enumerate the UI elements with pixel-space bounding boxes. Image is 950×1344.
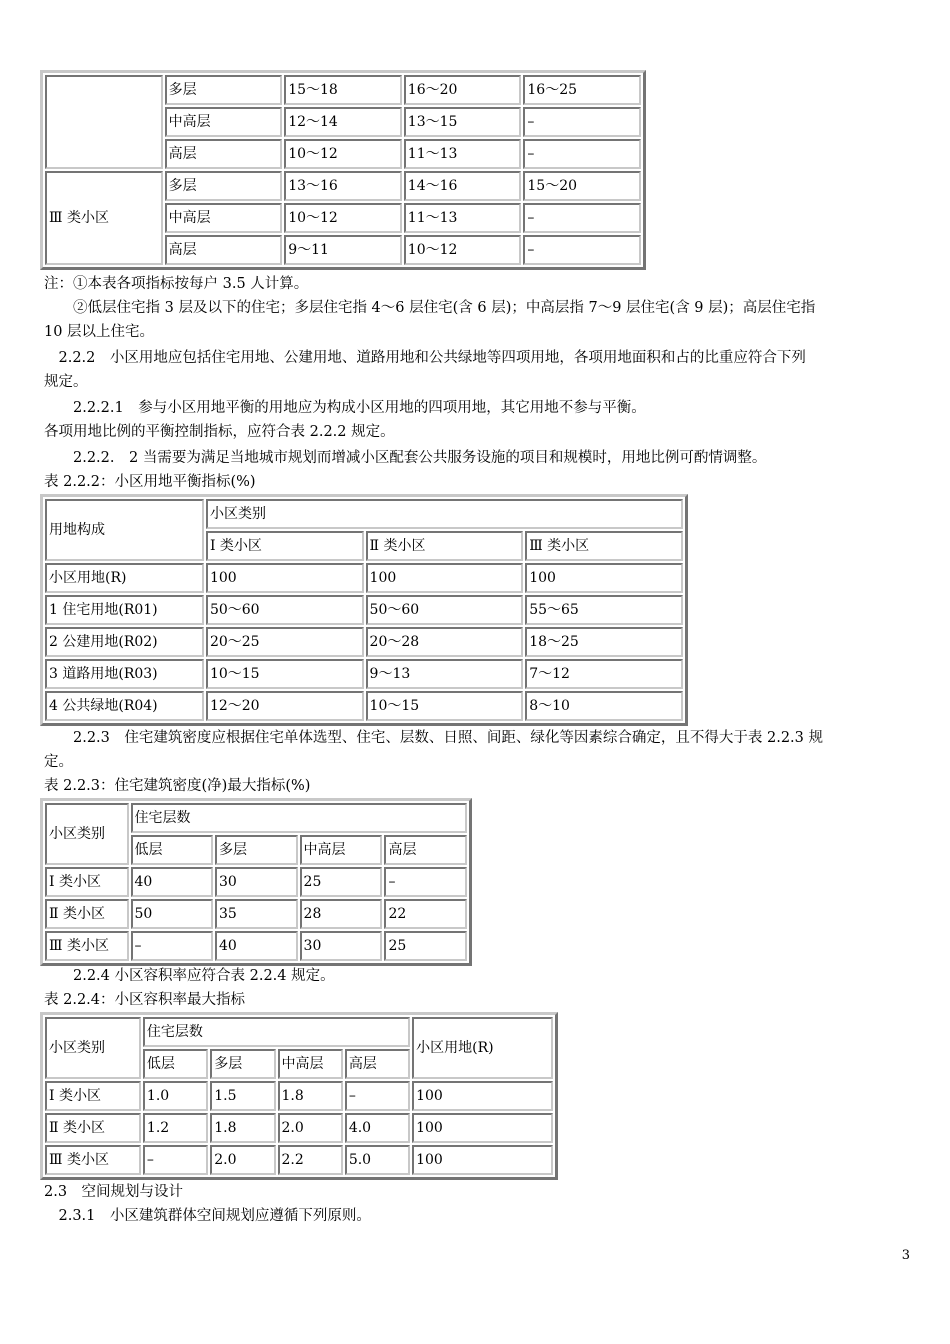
table-row <box>45 899 467 929</box>
table-header-cell: 小区类别 <box>45 1017 141 1079</box>
table-cell: 100 <box>412 1113 553 1143</box>
table-cell: 40 <box>215 931 298 961</box>
table-cell: 小区用地(R) <box>45 563 204 593</box>
table-cell <box>45 75 163 169</box>
table-cell: 30 <box>300 931 383 961</box>
table-cell: 7～12 <box>525 659 683 689</box>
table-header-cell: 中高层 <box>278 1049 343 1079</box>
table-header-cell: 小区类别 <box>206 499 683 529</box>
para-2-2-2-line-1: 2.2.2 小区用地应包括住宅用地、公建用地、道路用地和公共绿地等四项用地，各项用地面积和占的比重应符合下列 <box>44 350 806 366</box>
caption-table-2-2-4: 表 2.2.4：小区容积率最大指标 <box>44 992 246 1008</box>
para-2-2-3-line-2: 定。 <box>44 754 73 770</box>
table-row <box>45 171 641 201</box>
table-cell: – <box>523 139 641 169</box>
table-header-row <box>45 1017 553 1047</box>
table-cell: – <box>523 107 641 137</box>
para-2-2-2-1-cont: 各项用地比例的平衡控制指标，应符合表 2.2.2 规定。 <box>44 424 395 440</box>
table-cell: 35 <box>215 899 298 929</box>
table-cell: 100 <box>412 1145 553 1175</box>
table-row <box>45 1145 553 1175</box>
table-cell: 100 <box>525 563 683 593</box>
table-cell: 2.2 <box>278 1145 343 1175</box>
table-cell: 多层 <box>165 171 283 201</box>
table-cell: Ⅲ 类小区 <box>45 931 129 961</box>
table-cell: 50 <box>131 899 214 929</box>
table-row <box>45 1113 553 1143</box>
table-cell: 12～20 <box>206 691 364 721</box>
table-cell: 55～65 <box>525 595 683 625</box>
table-row <box>45 931 467 961</box>
table-cell: 中高层 <box>165 203 283 233</box>
caption-table-2-2-2: 表 2.2.2：小区用地平衡指标(%) <box>44 474 256 490</box>
table-cell: Ⅱ 类小区 <box>45 1113 141 1143</box>
table-cell: 多层 <box>165 75 283 105</box>
table-cell: Ⅱ 类小区 <box>45 899 129 929</box>
table-header-cell: Ⅲ 类小区 <box>525 531 683 561</box>
table-cell: 4 公共绿地(R04) <box>45 691 204 721</box>
para-2-2-2-2: 2.2.2. 2 当需要为满足当地城市规划而增减小区配套公共服务设施的项目和规模时，用地比例可酌情调整。 <box>44 450 767 466</box>
table-cell: 10～15 <box>206 659 364 689</box>
table-header-cell: 低层 <box>143 1049 208 1079</box>
table-cell: 11～13 <box>404 203 522 233</box>
table-header-cell: Ⅰ 类小区 <box>206 531 364 561</box>
table-cell: 15～20 <box>523 171 641 201</box>
table-cell: Ⅲ 类小区 <box>45 1145 141 1175</box>
table-cell: 40 <box>131 867 214 897</box>
table-cell: 12～14 <box>284 107 402 137</box>
para-2-3-1: 2.3.1 小区建筑群体空间规划应遵循下列原则。 <box>44 1208 371 1224</box>
table-cell: – <box>523 203 641 233</box>
table-cell: – <box>143 1145 208 1175</box>
table-cell: 1.0 <box>143 1081 208 1111</box>
table-cell: 13～16 <box>284 171 402 201</box>
table-cell: 20～28 <box>366 627 524 657</box>
table-2-2-4 <box>40 1012 558 1180</box>
table-cell: 25 <box>300 867 383 897</box>
table-cell: 10～12 <box>404 235 522 265</box>
table-header-cell: 多层 <box>210 1049 275 1079</box>
table-2-2-3 <box>40 798 472 966</box>
table-cell: – <box>345 1081 410 1111</box>
table-cell: Ⅰ 类小区 <box>45 1081 141 1111</box>
table-cell: 3 道路用地(R03) <box>45 659 204 689</box>
table-cell: 1.2 <box>143 1113 208 1143</box>
table-cell: 高层 <box>165 235 283 265</box>
page-number: 3 <box>901 1248 910 1263</box>
table-cell: 2.0 <box>278 1113 343 1143</box>
table-cell: Ⅰ 类小区 <box>45 867 129 897</box>
table-cell: – <box>523 235 641 265</box>
table-cell: 中高层 <box>165 107 283 137</box>
table-top-continuation <box>40 70 646 270</box>
table-cell: 1 住宅用地(R01) <box>45 595 204 625</box>
table-cell: 30 <box>215 867 298 897</box>
table-cell: 22 <box>384 899 467 929</box>
para-2-2-2-1: 2.2.2.1 参与小区用地平衡的用地应为构成小区用地的四项用地，其它用地不参与平衡。 <box>44 400 646 416</box>
table-cell: 10～12 <box>284 139 402 169</box>
table-cell: 100 <box>366 563 524 593</box>
table-cell: 50～60 <box>366 595 524 625</box>
table-header-cell: 多层 <box>215 835 298 865</box>
table-header-cell: 高层 <box>384 835 467 865</box>
table-cell: 8～10 <box>525 691 683 721</box>
table-cell: 100 <box>206 563 364 593</box>
table-cell: 高层 <box>165 139 283 169</box>
table-cell: 1.8 <box>210 1113 275 1143</box>
table-header-cell: 中高层 <box>300 835 383 865</box>
table-cell: 2 公建用地(R02) <box>45 627 204 657</box>
table-cell: 4.0 <box>345 1113 410 1143</box>
table-header-cell: 住宅层数 <box>143 1017 410 1047</box>
section-heading-2-3: 2.3 空间规划与设计 <box>44 1184 184 1200</box>
table-cell: 9～11 <box>284 235 402 265</box>
table-header-row <box>45 499 683 529</box>
table-cell: 10～15 <box>366 691 524 721</box>
table-cell: 5.0 <box>345 1145 410 1175</box>
table-row <box>45 75 641 105</box>
table-header-cell: 小区用地(R) <box>412 1017 553 1079</box>
table-header-row <box>45 803 467 833</box>
table-row <box>45 659 683 689</box>
table-row <box>45 867 467 897</box>
table-cell: 10～12 <box>284 203 402 233</box>
table-header-cell: 用地构成 <box>45 499 204 561</box>
table-cell: – <box>131 931 214 961</box>
table-cell: 28 <box>300 899 383 929</box>
table-row <box>45 595 683 625</box>
table-row <box>45 691 683 721</box>
caption-table-2-2-3: 表 2.2.3：住宅建筑密度(净)最大指标(%) <box>44 778 311 794</box>
table-header-cell: 住宅层数 <box>131 803 468 833</box>
table-cell: 1.5 <box>210 1081 275 1111</box>
table-header-cell: 小区类别 <box>45 803 129 865</box>
table-cell: 16～25 <box>523 75 641 105</box>
para-2-2-4: 2.2.4 小区容积率应符合表 2.2.4 规定。 <box>44 968 335 984</box>
table-cell: 50～60 <box>206 595 364 625</box>
table-cell: 11～13 <box>404 139 522 169</box>
table-cell: 13～15 <box>404 107 522 137</box>
para-2-2-3-line-1: 2.2.3 住宅建筑密度应根据住宅单体选型、住宅、层数、日照、间距、绿化等因素综合确定，且不得大于表 2.2.3 规 <box>44 730 824 746</box>
table-cell: 16～20 <box>404 75 522 105</box>
table-cell: 9～13 <box>366 659 524 689</box>
table-row <box>45 563 683 593</box>
para-2-2-2-line-2: 规定。 <box>44 374 88 390</box>
table-cell: 1.8 <box>278 1081 343 1111</box>
table-row <box>45 627 683 657</box>
table-cell: 18～25 <box>525 627 683 657</box>
table-header-cell: Ⅱ 类小区 <box>366 531 524 561</box>
table-cell: 100 <box>412 1081 553 1111</box>
table-cell: Ⅲ 类小区 <box>45 171 163 265</box>
table-cell: – <box>384 867 467 897</box>
table-cell: 14～16 <box>404 171 522 201</box>
table-cell: 15～18 <box>284 75 402 105</box>
table-row <box>45 1081 553 1111</box>
table-cell: 2.0 <box>210 1145 275 1175</box>
note-2-line-1: ②低层住宅指 3 层及以下的住宅；多层住宅指 4～6 层住宅(含 6 层)；中高层指 7～9 层住宅(含 9 层)；高层住宅指 <box>44 300 816 316</box>
note-2-line-2: 10 层以上住宅。 <box>44 324 155 340</box>
table-cell: 25 <box>384 931 467 961</box>
table-2-2-2 <box>40 494 688 726</box>
table-cell: 20～25 <box>206 627 364 657</box>
table-header-cell: 高层 <box>345 1049 410 1079</box>
note-1: 注：①本表各项指标按每户 3.5 人计算。 <box>44 276 309 292</box>
table-header-cell: 低层 <box>131 835 214 865</box>
